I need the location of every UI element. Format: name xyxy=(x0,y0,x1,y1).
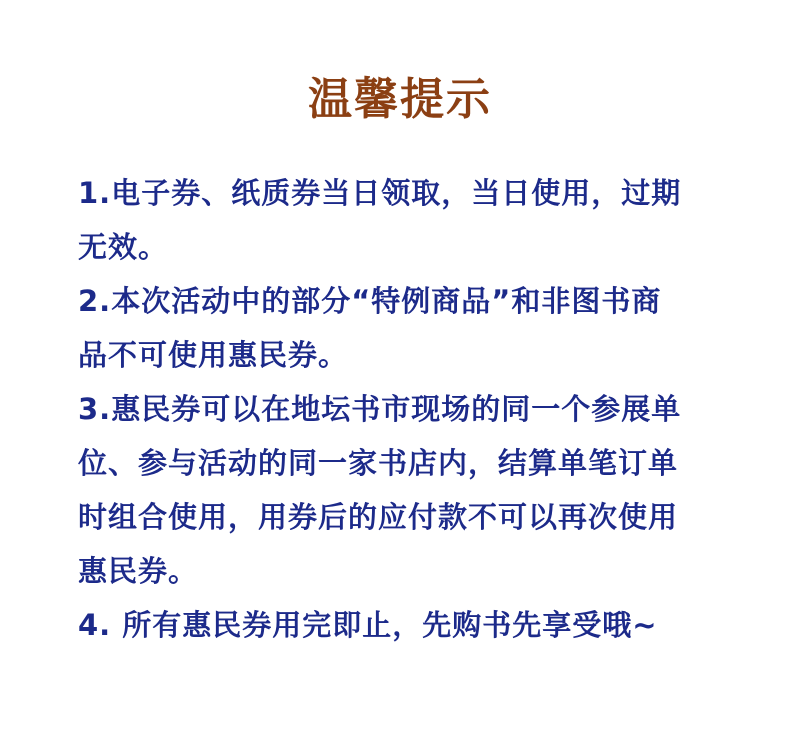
tip-line: 时组合使用，用券后的应付款不可以再次使用 xyxy=(78,500,679,534)
notice-title: 温馨提示 xyxy=(308,74,492,125)
tip-line: 品不可使用惠民券。 xyxy=(78,338,349,372)
tip-line: 无效。 xyxy=(78,230,169,264)
tip-line: 惠民券。 xyxy=(78,554,199,588)
tip-line: 2.本次活动中的部分“特例商品”和非图书商 xyxy=(78,284,662,318)
tip-line: 3.惠民券可以在地坛书市现场的同一个参展单 xyxy=(78,392,682,426)
tip-line: 1.电子券、纸质券当日领取，当日使用，过期 xyxy=(78,176,682,210)
tip-line: 4. 所有惠民券用完即止，先购书先享受哦~ xyxy=(78,608,658,642)
tips-list xyxy=(78,166,726,652)
tip-line: 位、参与活动的同一家书店内，结算单笔订单 xyxy=(78,446,679,480)
